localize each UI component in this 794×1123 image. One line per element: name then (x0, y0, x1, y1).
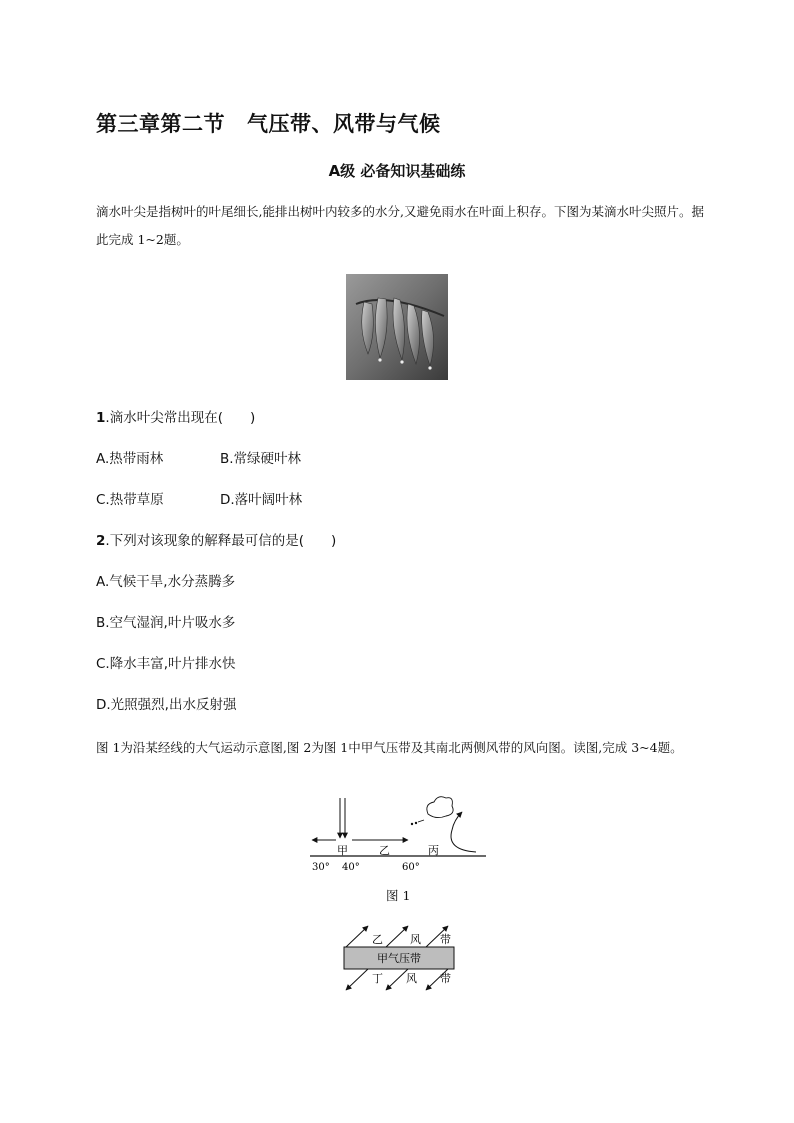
figure-2-top-label-1: 乙 (372, 933, 383, 946)
question-2-number: 2 (96, 533, 106, 549)
q2-option-a: A.气候干旱,水分蒸腾多 (96, 574, 236, 590)
question-1 (96, 406, 255, 426)
q1-option-a: A.热带雨林 (96, 451, 164, 467)
section-subtitle: A级 必备知识基础练 (328, 162, 466, 180)
figure-1-lat-60: 60° (402, 862, 420, 873)
figure-2-wind-belts (336, 924, 462, 994)
figure-2-top-label-2: 风 (410, 933, 421, 946)
figure-1-label-bing: 丙 (428, 844, 439, 857)
figure-1-lat-30: 30° (312, 862, 330, 873)
passage-1: 滴水叶尖是指树叶的叶尾细长,能排出树叶内较多的水分,又避免雨水在叶面上积存。下图为某滴水叶尖照片。据此完成 1~2题。 (96, 204, 704, 247)
figure-2-bottom-label-3: 带 (440, 972, 451, 985)
title-topic: 气压带、风带与气候 (247, 112, 441, 136)
drip-tip-leaf-photo (346, 274, 448, 380)
figure-1-label-yi: 乙 (379, 844, 390, 857)
q1-option-c: C.热带草原 (96, 492, 164, 508)
figure-2-bottom-label-1: 丁 (372, 972, 383, 985)
q2-option-b: B.空气湿润,叶片吸水多 (96, 615, 236, 631)
title-chapter: 第三章第二节 (96, 112, 225, 136)
figure-2-center-label: 甲气压带 (377, 952, 421, 965)
figure-1-lat-40: 40° (342, 862, 360, 873)
figure-2-bottom-label-2: 风 (406, 972, 417, 985)
question-1-number: 1 (96, 410, 106, 426)
figure-2-top-label-3: 带 (440, 933, 451, 946)
question-2 (96, 529, 336, 549)
question-2-stem: .下列对该现象的解释最可信的是( ) (105, 533, 337, 549)
page-title (96, 108, 441, 138)
figure-1-label-jia: 甲 (337, 844, 348, 857)
passage-2: 图 1为沿某经线的大气运动示意图,图 2为图 1中甲气压带及其南北两侧风带的风向图。读图,完成 3~4题。 (96, 740, 683, 755)
q2-option-c: C.降水丰富,叶片排水快 (96, 656, 236, 672)
figure-1-atmospheric-circulation (306, 792, 490, 876)
q1-option-d: D.落叶阔叶林 (220, 492, 303, 508)
question-1-stem: .滴水叶尖常出现在( ) (105, 410, 256, 426)
q2-option-d: D.光照强烈,出水反射强 (96, 697, 237, 713)
figure-1-caption: 图 1 (386, 888, 411, 903)
q1-option-b: B.常绿硬叶林 (220, 451, 302, 467)
